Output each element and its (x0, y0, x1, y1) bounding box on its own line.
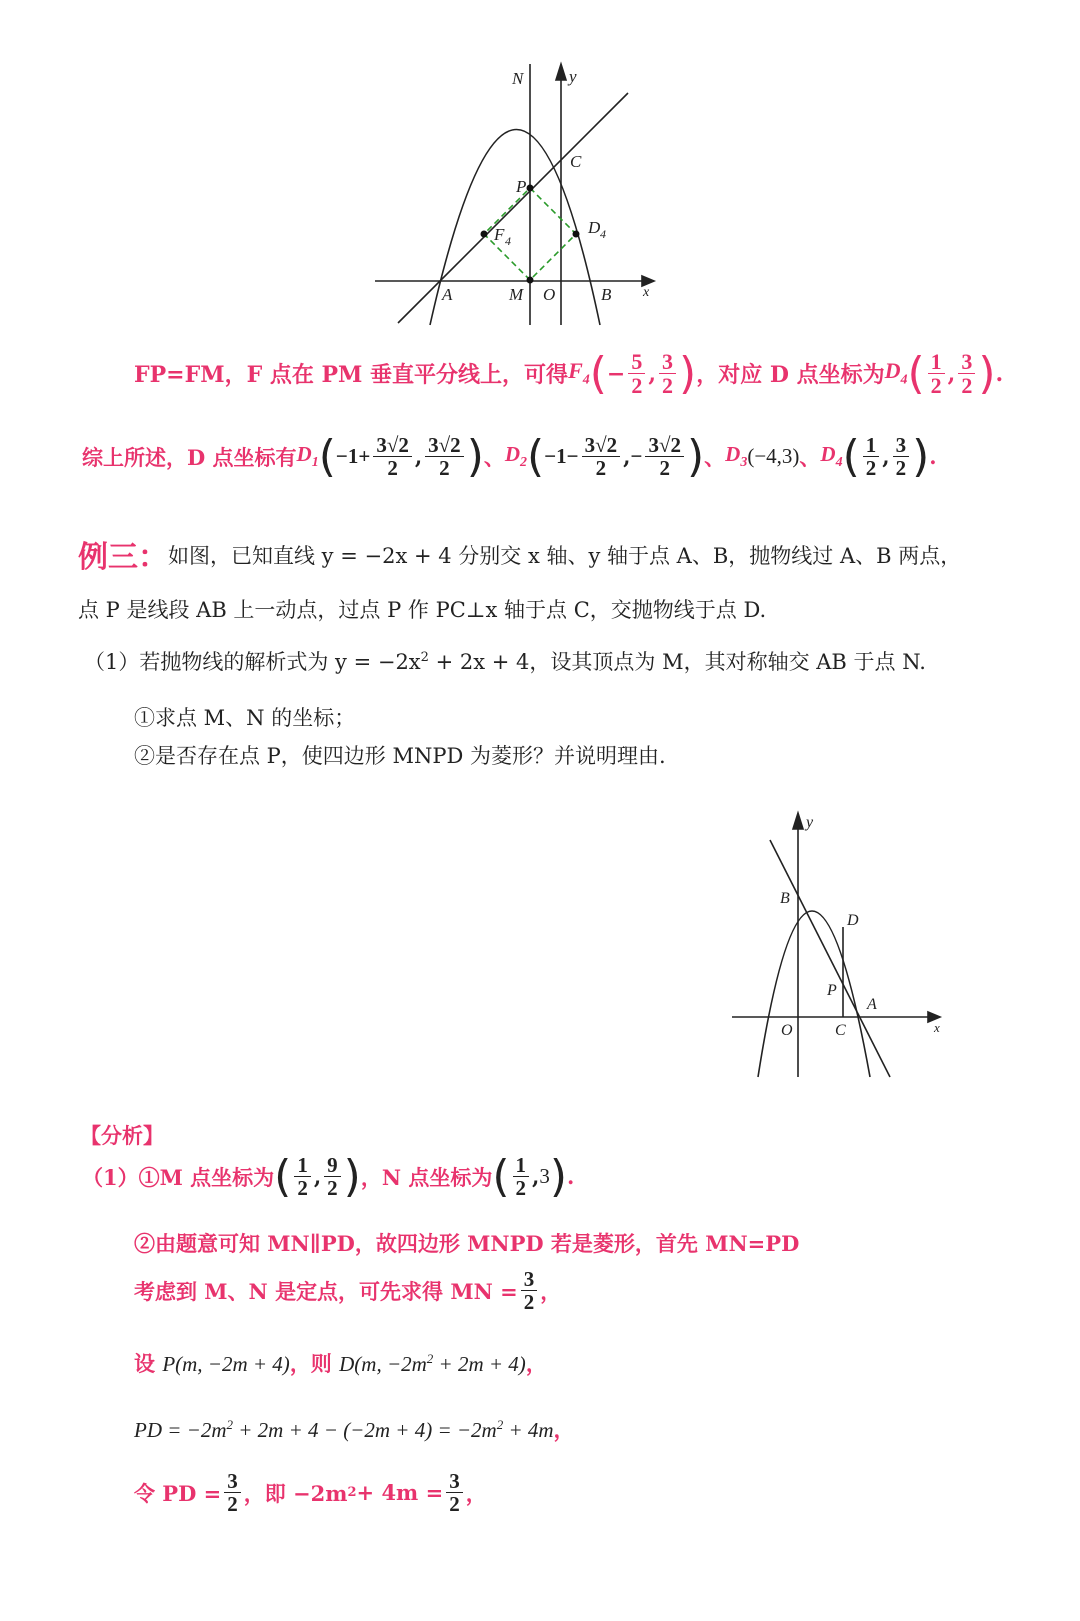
label-y: y (569, 67, 577, 86)
result-line-f4: FP=FM，F 点在 PM 垂直平分线上，可得 $F_4$ ( − $\frac{5}{2}$ , $\frac{3}{2}$ ) ，对应 D 点坐标为 $D_4$ ( $\frac{1}{2}$ , $\frac{3}{2}$ ) . (134, 347, 1004, 399)
label-x: x (934, 1020, 940, 1035)
label-a: A (867, 996, 877, 1013)
pd-frac: $\frac{3}{2}$ (224, 1470, 241, 1515)
m-y-frac: $\frac{9}{2}$ (324, 1154, 341, 1199)
m-x-frac: $\frac{1}{2}$ (294, 1154, 311, 1199)
f4-y-frac: $\frac{3}{2}$ (659, 350, 676, 397)
label-f-sub: 4 (505, 234, 511, 248)
example-para-1: 如图，已知直线 y = −2x + 4 分别交 x 轴、y 轴于点 A、B，抛物线过 A、B 两点， (168, 544, 962, 568)
d2-x-frac: $\frac{3√2}{2}$ (582, 434, 621, 479)
label-c: C (570, 152, 582, 171)
analysis-step-3: 考虑到 M、N 是定点，可先求得 MN = $\frac{3}{2}$ ， (134, 1267, 562, 1315)
analysis-header: 【分析】 (80, 1123, 164, 1148)
d4b-y-frac: $\frac{3}{2}$ (893, 434, 910, 479)
line2-text-a: 综上所述，D 点坐标有 (82, 444, 297, 470)
label-a: A (442, 285, 453, 304)
label-p: P (827, 982, 837, 999)
y-axis-arrow (556, 64, 566, 80)
d1-y-frac: $\frac{3√2}{2}$ (425, 434, 464, 479)
f4-x-frac: $\frac{5}{2}$ (628, 350, 645, 397)
y-axis-arrow (793, 813, 803, 829)
d4-symbol: $D_4$ (884, 358, 908, 388)
label-o: O (543, 285, 556, 304)
d2-y-frac: $\frac{3√2}{2}$ (645, 434, 684, 479)
label-c: C (835, 1022, 846, 1039)
d4b-x-frac: $\frac{1}{2}$ (863, 434, 880, 479)
label-m: M (509, 285, 524, 304)
label-x: x (643, 285, 650, 300)
label-d: D (588, 218, 601, 237)
label-o: O (781, 1022, 793, 1039)
d4-y-frac: $\frac{3}{2}$ (958, 350, 975, 397)
label-f: F (494, 225, 505, 244)
analysis-step-1: （1）①M 点坐标为 ( $\frac{1}{2}$ , $\frac{9}{2}$ ) ，N 点坐标为 ( $\frac{1}{2}$ , 3 ) . (82, 1150, 575, 1202)
point-d4 (573, 231, 580, 238)
analysis-step-4: 设 P(m, −2m + 4)，则 D(m, $-2m^2 + 2m + 4$)， (134, 1351, 547, 1376)
label-b: B (780, 890, 790, 907)
analysis-step-6: 令 PD = $\frac{3}{2}$ ，即 −2m 2 + 4m = $\frac{3}{2}$ ， (134, 1469, 487, 1517)
line1-text-b: ，对应 D 点坐标为 (696, 362, 885, 389)
figure-2-graph (720, 805, 960, 1085)
example-title: 例三： (78, 540, 168, 575)
parabola (758, 911, 870, 1077)
point-p (527, 185, 534, 192)
line1-text-a: FP=FM，F 点在 PM 垂直平分线上，可得 (134, 362, 569, 389)
label-d-sub: 4 (600, 227, 606, 241)
point-f4 (481, 231, 488, 238)
label-y: y (806, 814, 814, 831)
point-m (527, 277, 534, 284)
question-1: （1）若抛物线的解析式为 $y = -2x^2 + 2x + 4$，设其顶点为 M，其对称轴交 AB 于点 N. (84, 650, 926, 674)
f4-x-sign: − (606, 360, 626, 387)
d4-x-frac: $\frac{1}{2}$ (928, 350, 945, 397)
label-d: D (847, 912, 859, 929)
f4-symbol: $F_4$ (568, 358, 590, 388)
line-ab (770, 840, 890, 1077)
label-p: P (516, 177, 527, 196)
summary-line-d-points: 综上所述，D 点坐标有 $D_1$ ( −1+ $\frac{3√2}{2}$ , $\frac{3√2}{2}$ ) 、 $D_2$ ( −1− $\frac{3√2}{2}$ , − $\frac{3√2}{2}$ ) 、 $D_3$ (−4,3) 、 $D_4$ ( $\frac{1}{2}$ , $\frac{3}{2}$ ) . (82, 430, 937, 482)
label-n: N (512, 69, 524, 88)
analysis-step-2: ②由题意可知 MN∥PD，故四边形 MNPD 若是菱形，首先 MN=PD (134, 1231, 800, 1256)
example-para-2: 点 P 是线段 AB 上一动点，过点 P 作 PC⊥x 轴于点 C，交抛物线于点 D. (78, 598, 767, 622)
question-1a: ①求点 M、N 的坐标； (134, 706, 356, 730)
d1-x-frac: $\frac{3√2}{2}$ (373, 434, 412, 479)
mn-frac: $\frac{3}{2}$ (521, 1268, 538, 1313)
question-1b: ②是否存在点 P，使四边形 MNPD 为菱形？并说明理由. (134, 744, 666, 768)
n-x-frac: $\frac{1}{2}$ (513, 1154, 530, 1199)
label-b: B (601, 285, 612, 304)
figure-1-graph (360, 50, 670, 335)
eq-frac: $\frac{3}{2}$ (446, 1470, 463, 1515)
analysis-step-5: PD = $-2m^2 + 2m + 4 - (-2m + 4) = -2m^2 + 4m$， (134, 1417, 575, 1442)
